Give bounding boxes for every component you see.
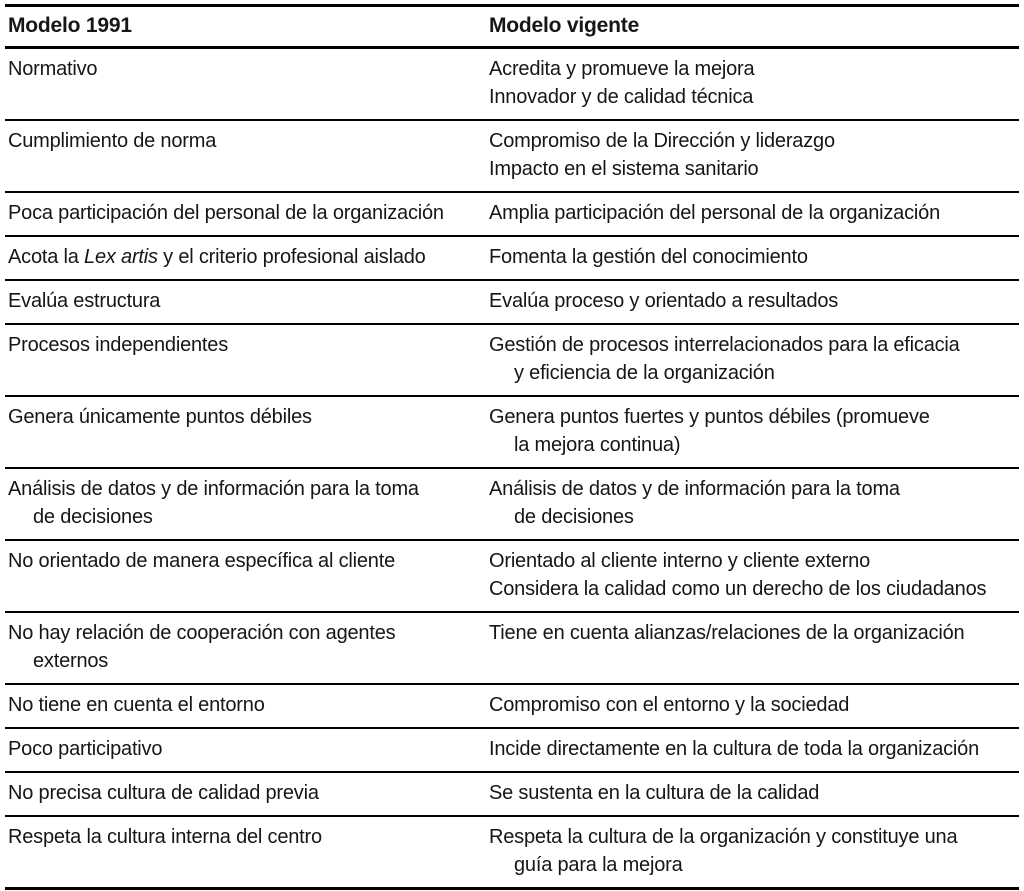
cell-line: [489, 779, 1019, 807]
cell-line: [8, 647, 486, 675]
table-row: [5, 540, 1019, 612]
text-segment: Procesos independientes: [8, 334, 228, 356]
table-header: [5, 6, 1019, 48]
cell-line: [8, 475, 486, 503]
column-header-modelo-vigente: Modelo vigente: [486, 6, 1019, 48]
cell-modelo-vigente: [486, 728, 1019, 772]
cell-modelo-1991: [5, 396, 486, 468]
cell-modelo-1991: [5, 468, 486, 540]
cell-line: [8, 547, 486, 575]
table-row: [5, 48, 1019, 121]
cell-line: [489, 83, 1019, 111]
cell-modelo-vigente: [486, 396, 1019, 468]
text-segment: Cumplimiento de norma: [8, 130, 217, 152]
table-row: [5, 236, 1019, 280]
cell-modelo-1991: [5, 236, 486, 280]
cell-line: [8, 619, 486, 647]
text-segment: No precisa cultura de calidad previa: [8, 782, 319, 804]
cell-line: [489, 575, 1019, 603]
table-row: [5, 468, 1019, 540]
text-segment: No tiene en cuenta el entorno: [8, 694, 265, 716]
cell-modelo-vigente: [486, 816, 1019, 889]
cell-line: [489, 503, 1019, 531]
cell-line: [8, 287, 486, 315]
text-segment: Compromiso con el entorno y la sociedad: [489, 694, 850, 716]
comparison-table: [5, 4, 1019, 890]
table-row: [5, 684, 1019, 728]
table-row: [5, 324, 1019, 396]
text-segment: Análisis de datos y de información para la toma: [8, 478, 419, 500]
text-segment: Poca participación del personal de la organización: [8, 202, 444, 224]
cell-line: [489, 431, 1019, 459]
text-segment: y eficiencia de la organización: [514, 362, 775, 384]
text-segment: Análisis de datos y de información para la toma: [489, 478, 900, 500]
cell-modelo-1991: [5, 540, 486, 612]
text-segment: Compromiso de la Dirección y liderazgo: [489, 130, 835, 152]
cell-modelo-1991: [5, 612, 486, 684]
cell-modelo-vigente: [486, 280, 1019, 324]
text-segment: Se sustenta en la cultura de la calidad: [489, 782, 820, 804]
table-row: [5, 396, 1019, 468]
text-segment: Innovador y de calidad técnica: [489, 86, 754, 108]
cell-line: [489, 243, 1019, 271]
cell-modelo-vigente: [486, 192, 1019, 236]
text-segment: guía para la mejora: [514, 854, 683, 876]
cell-modelo-vigente: [486, 612, 1019, 684]
table-row: [5, 816, 1019, 889]
cell-modelo-1991: [5, 728, 486, 772]
column-header-modelo-1991: Modelo 1991: [5, 6, 486, 48]
cell-line: [8, 243, 486, 271]
cell-modelo-1991: [5, 48, 486, 121]
text-segment: Orientado al cliente interno y cliente externo: [489, 550, 871, 572]
cell-line: [489, 359, 1019, 387]
table-row: [5, 612, 1019, 684]
cell-modelo-1991: [5, 684, 486, 728]
cell-line: [8, 403, 486, 431]
table-body: [5, 48, 1019, 889]
cell-line: [8, 331, 486, 359]
cell-line: [489, 475, 1019, 503]
text-segment: Amplia participación del personal de la organización: [489, 202, 940, 224]
cell-modelo-1991: [5, 280, 486, 324]
cell-modelo-vigente: [486, 684, 1019, 728]
cell-line: [8, 199, 486, 227]
text-segment: Evalúa proceso y orientado a resultados: [489, 290, 839, 312]
text-segment: Normativo: [8, 58, 98, 80]
cell-line: [489, 735, 1019, 763]
cell-line: [8, 691, 486, 719]
cell-modelo-vigente: [486, 540, 1019, 612]
text-segment: Considera la calidad como un derecho de los ciudadanos: [489, 578, 987, 600]
text-segment: Evalúa estructura: [8, 290, 161, 312]
text-segment: Acredita y promueve la mejora: [489, 58, 755, 80]
cell-line: [489, 823, 1019, 851]
cell-line: [489, 691, 1019, 719]
text-segment: Genera puntos fuertes y puntos débiles (promueve: [489, 406, 930, 428]
cell-line: [489, 331, 1019, 359]
text-segment: Respeta la cultura interna del centro: [8, 826, 322, 848]
cell-line: [489, 403, 1019, 431]
text-segment: Tiene en cuenta alianzas/relaciones de la organización: [489, 622, 965, 644]
cell-modelo-1991: [5, 816, 486, 889]
cell-modelo-1991: [5, 192, 486, 236]
cell-line: [489, 127, 1019, 155]
text-segment: No hay relación de cooperación con agentes: [8, 622, 396, 644]
text-segment: Incide directamente en la cultura de toda la organización: [489, 738, 980, 760]
cell-modelo-1991: [5, 772, 486, 816]
header-row: [5, 6, 1019, 48]
table-row: [5, 728, 1019, 772]
cell-line: [8, 779, 486, 807]
cell-modelo-1991: [5, 120, 486, 192]
text-segment: la mejora continua): [514, 434, 681, 456]
text-segment: y el criterio profesional aislado: [157, 246, 426, 268]
text-segment: externos: [33, 650, 109, 672]
italic-term: Lex artis: [84, 246, 158, 268]
text-segment: Fomenta la gestión del conocimiento: [489, 246, 808, 268]
text-segment: de decisiones: [33, 506, 153, 528]
cell-line: [489, 287, 1019, 315]
cell-modelo-vigente: [486, 48, 1019, 121]
cell-line: [489, 155, 1019, 183]
cell-line: [489, 547, 1019, 575]
cell-modelo-1991: [5, 324, 486, 396]
cell-line: [8, 823, 486, 851]
cell-modelo-vigente: [486, 468, 1019, 540]
table-row: [5, 772, 1019, 816]
cell-modelo-vigente: [486, 236, 1019, 280]
cell-line: [8, 55, 486, 83]
text-segment: Acota la: [8, 246, 85, 268]
text-segment: No orientado de manera específica al cliente: [8, 550, 395, 572]
cell-modelo-vigente: [486, 772, 1019, 816]
cell-line: [489, 55, 1019, 83]
text-segment: Genera únicamente puntos débiles: [8, 406, 312, 428]
cell-line: [489, 199, 1019, 227]
text-segment: Gestión de procesos interrelacionados para la eficacia: [489, 334, 960, 356]
table-row: [5, 280, 1019, 324]
cell-line: [8, 127, 486, 155]
cell-line: [8, 503, 486, 531]
cell-line: [8, 735, 486, 763]
table-row: [5, 192, 1019, 236]
text-segment: Poco participativo: [8, 738, 163, 760]
cell-line: [489, 851, 1019, 879]
cell-modelo-vigente: [486, 324, 1019, 396]
text-segment: de decisiones: [514, 506, 634, 528]
text-segment: Impacto en el sistema sanitario: [489, 158, 759, 180]
cell-line: [489, 619, 1019, 647]
cell-modelo-vigente: [486, 120, 1019, 192]
text-segment: Respeta la cultura de la organización y constituye una: [489, 826, 958, 848]
table-row: [5, 120, 1019, 192]
